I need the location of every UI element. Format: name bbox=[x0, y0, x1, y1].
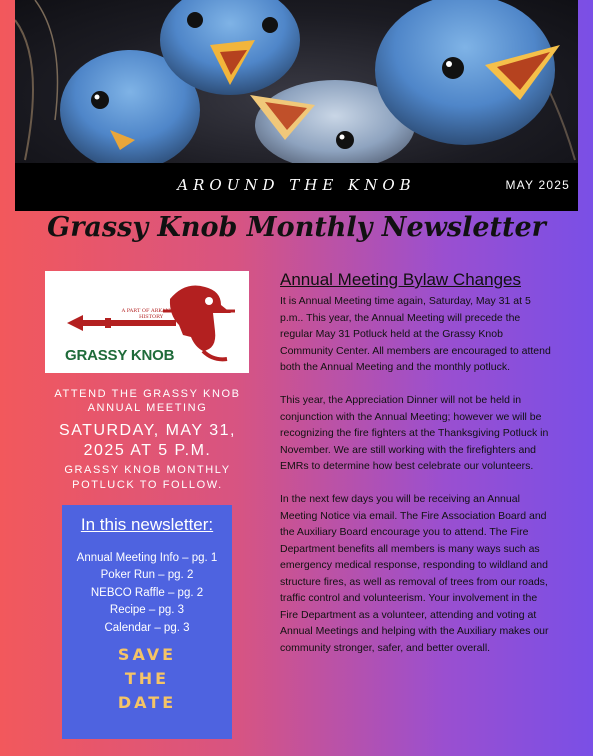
hero-photo bbox=[15, 0, 578, 163]
header-banner bbox=[15, 163, 578, 211]
logo-wordmark: GRASSY KNOB bbox=[65, 347, 175, 364]
article bbox=[280, 270, 552, 673]
newsletter-title: Grassy Knob Monthly Newsletter bbox=[47, 212, 546, 243]
toc-item: Annual Meeting Info – pg. 1 bbox=[76, 552, 218, 564]
save-word: THE bbox=[124, 669, 170, 689]
save-word: DATE bbox=[117, 693, 177, 713]
grassy-knob-logo bbox=[45, 271, 249, 373]
toc-heading: In this newsletter: bbox=[80, 515, 214, 534]
toc-item: Calendar – pg. 3 bbox=[104, 621, 190, 634]
toc-list bbox=[62, 550, 232, 637]
attend-line-1: ATTEND THE GRASSY KNOB ANNUAL MEETING bbox=[54, 388, 241, 414]
toc-item: Recipe – pg. 3 bbox=[109, 604, 185, 617]
table-of-contents bbox=[62, 505, 232, 739]
article-paragraph: It is Annual Meeting time again, Saturday, May 31 at 5 p.m.. This year, the Annual Meeting will precede the regular May 31 Potluck held at the Grassy Knob Community Center. All members are encouraged to attend both the Annual Meeting and the monthly potluck. bbox=[280, 295, 551, 373]
article-paragraph: This year, the Appreciation Dinner will not be held in conjunction with the Annual Meeting; however we will be recognizing the fire fighters at the Thanksgiving Potluck in November. We are still working with the firefighters and EMRs to determine how best celebrate our volunteers. bbox=[280, 394, 549, 472]
toc-item: Poker Run – pg. 2 bbox=[100, 569, 194, 582]
toc-item: NEBCO Raffle – pg. 2 bbox=[90, 586, 204, 599]
article-title: Annual Meeting Bylaw Changes bbox=[280, 270, 521, 289]
article-paragraph: In the next few days you will be receiving an Annual Meeting Notice via email. The Fire Association Board and the Auxiliary Board encourage you to attend. The Fire Department benefits all members is many ways such as emergency medical response, responding to wildland and structure fires, as well as removal of trees from our roads, traffic control and volunteerism. Your involvement in the Fire Department as a volunteer, attending and voting at Annual Meetings and helping with the Auxiliary makes our community stronger, safer, and better overall. bbox=[280, 493, 549, 654]
save-word: SAVE bbox=[117, 645, 177, 665]
meeting-datetime: SATURDAY, MAY 31, 2025 AT 5 P.M. bbox=[59, 422, 236, 459]
potluck-note: GRASSY KNOB MONTHLY POTLUCK TO FOLLOW. bbox=[64, 464, 231, 491]
save-the-date bbox=[62, 643, 232, 715]
logo-tagline: A PART OF ARKANSAS HISTORY bbox=[121, 308, 181, 320]
section-title: AROUND THE KNOB bbox=[177, 176, 416, 194]
issue-date: MAY 2025 bbox=[505, 178, 570, 192]
